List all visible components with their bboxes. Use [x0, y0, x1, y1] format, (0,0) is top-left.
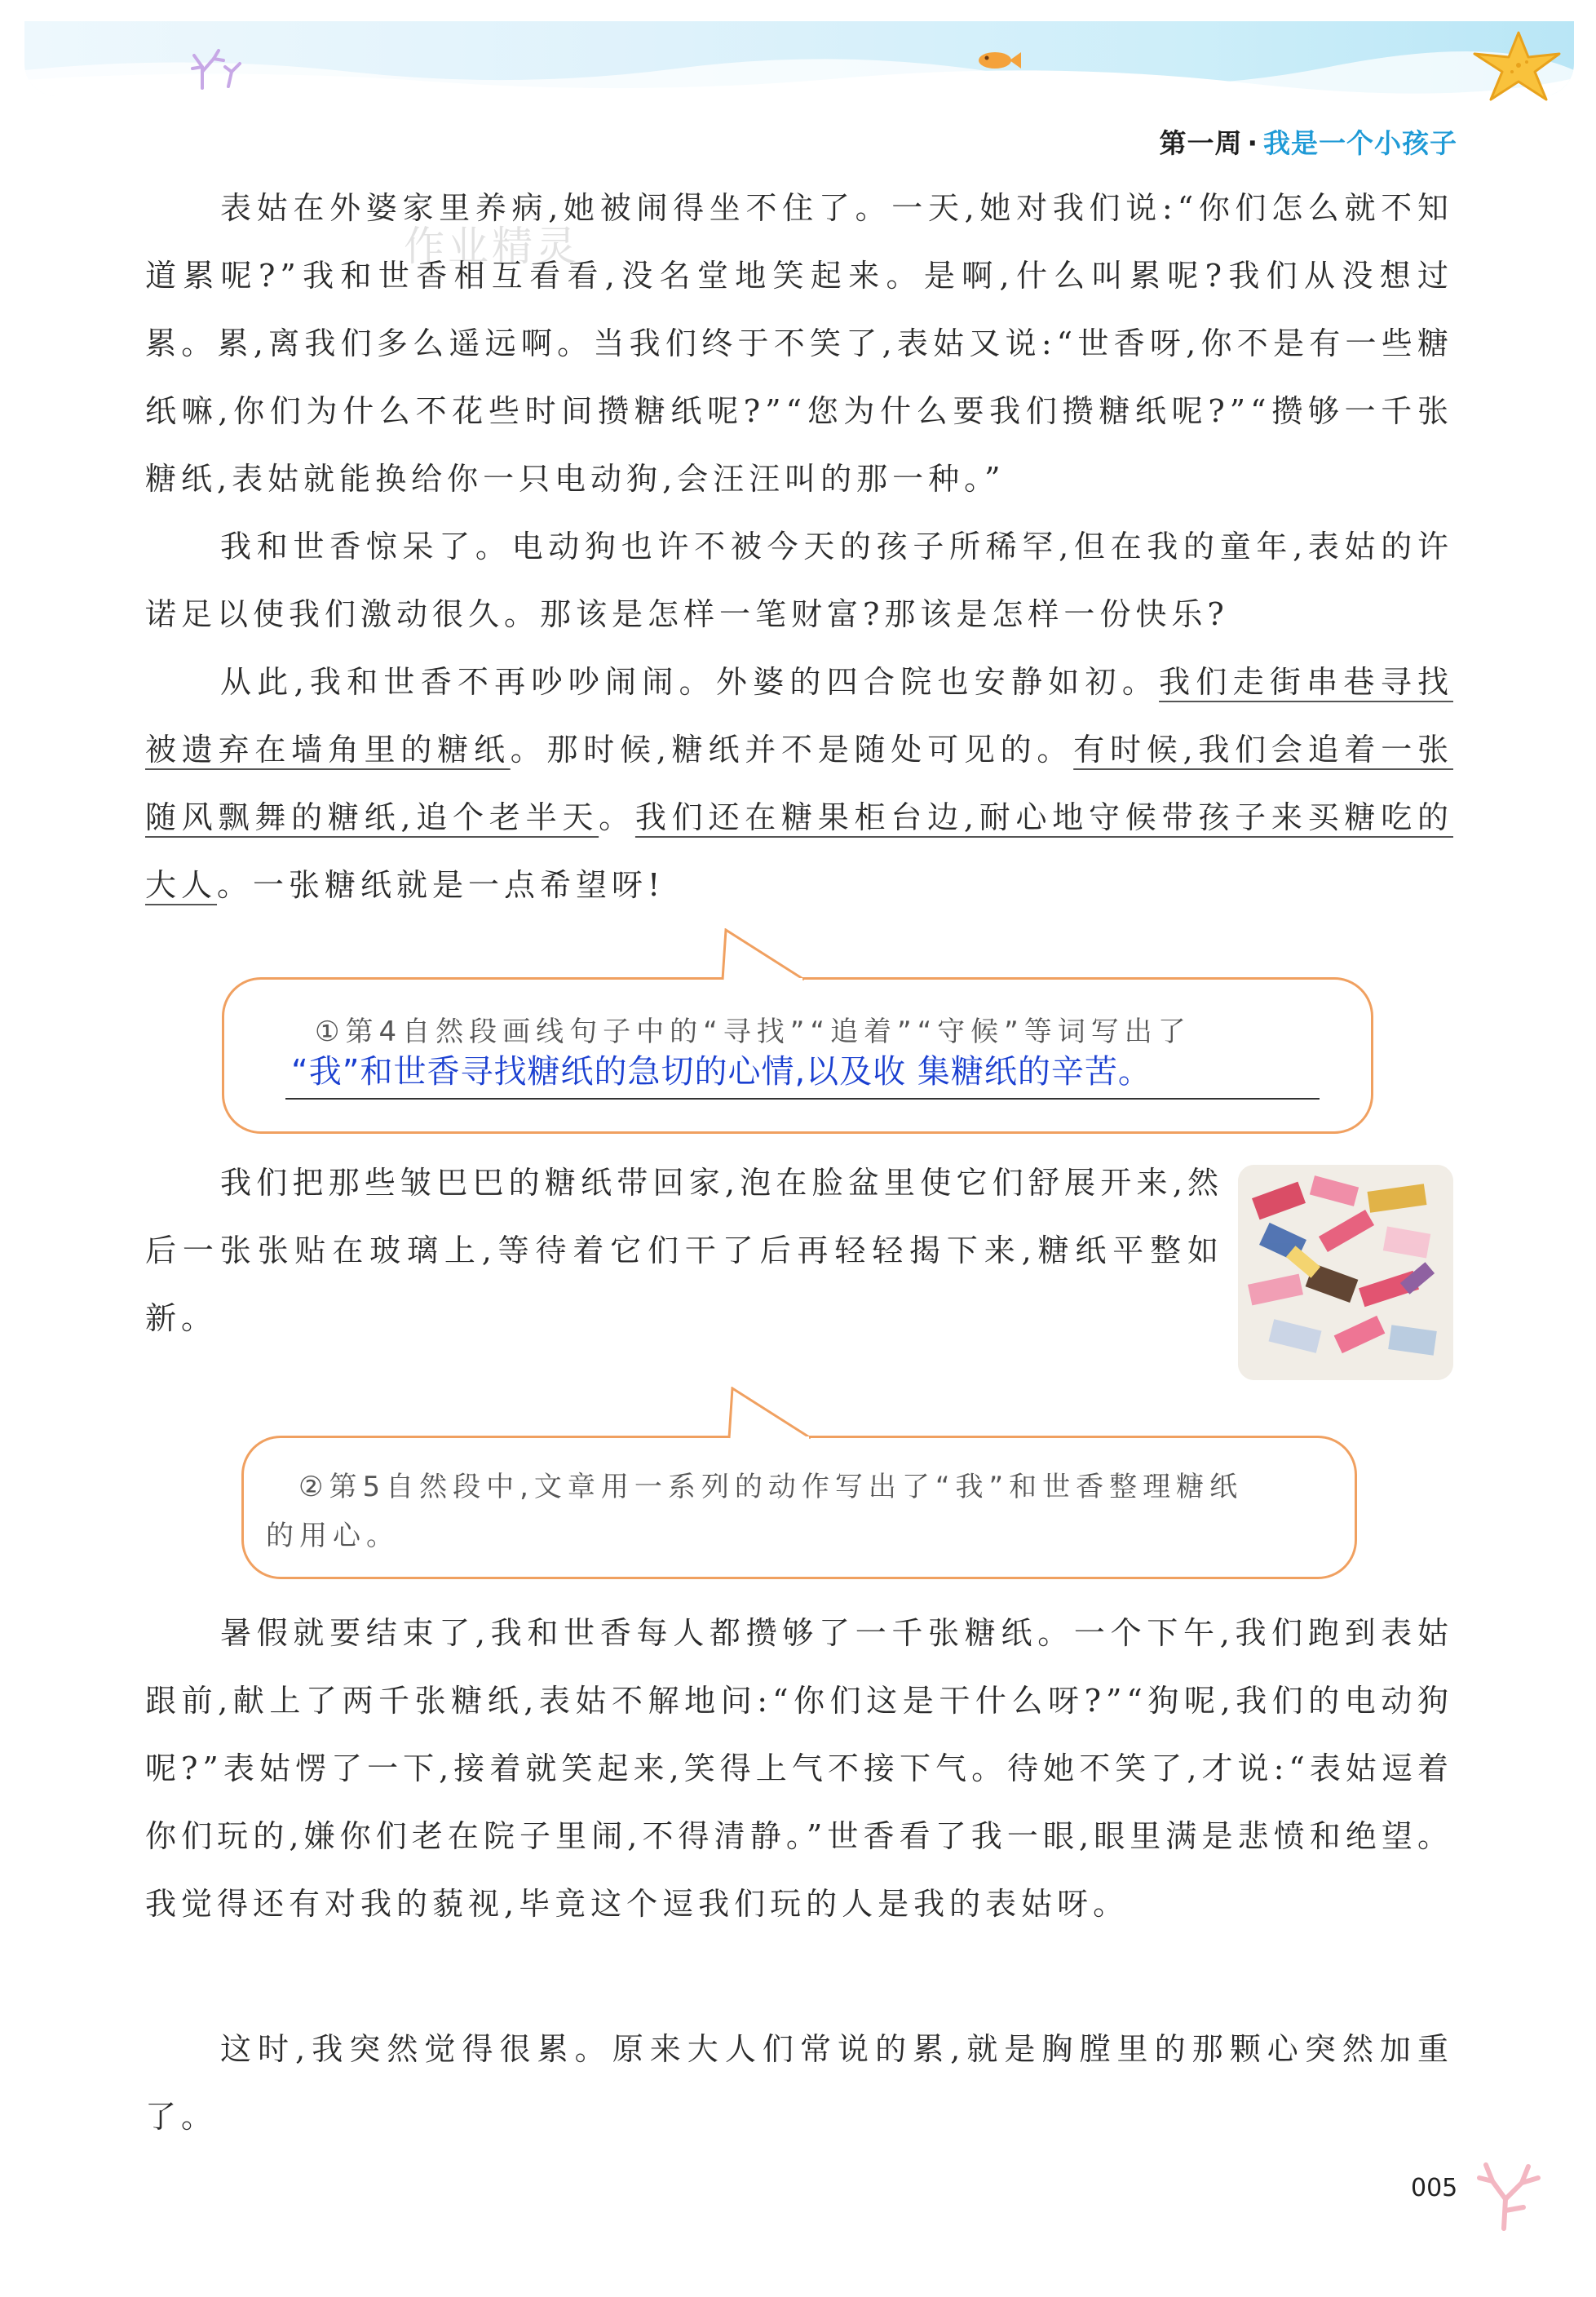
watermark: 作业精灵 [404, 223, 580, 270]
answer-underline [285, 1098, 1320, 1100]
page-number: 005 [1411, 2174, 1458, 2202]
underlined-sentence-3: 我们还在糖果柜台边,耐心地守候带孩子来买糖吃的大人 [145, 799, 1453, 903]
question-2-line-2: 的用心。 [266, 1520, 400, 1552]
bubble-tail [718, 928, 807, 982]
candy-wrappers-photo [1238, 1165, 1453, 1380]
bubble-tail [724, 1387, 814, 1441]
coral-icon [186, 47, 248, 90]
wave-decoration [24, 21, 1574, 96]
paragraph-3 [145, 648, 1453, 919]
header-banner [24, 21, 1574, 96]
paragraph-6: 这时,我突然觉得很累。原来大人们常说的累,就是胸膛里的那颗心突然加重了。 [145, 2031, 1453, 2135]
header-separator: · [1247, 127, 1258, 159]
coral-icon [1474, 2153, 1543, 2232]
paragraph-3-text: 。 [599, 799, 635, 835]
question-1-prompt: ①第4自然段画线句子中的“寻找”“追着”“守候”等词写出了 [315, 1016, 1191, 1048]
paragraph-5: 暑假就要结束了,我和世香每人都攒够了一千张糖纸。一个下午,我们跑到表姑跟前,献上了两千张糖纸,表姑不解地问:“你们这是干什么呀?”“狗呢,我们的电动狗呢?”表姑愣了一下,接着就笑起来,笑得上气不接下气。待她不笑了,才说:“表姑逗着你们玩的,嫌你们老在院子里闹,不得清静。”世香看了我一眼,眼里满是悲愤和绝望。我觉得还有对我的藐视,毕竟这个逗我们玩的人是我的表姑呀。 [145, 1615, 1453, 1922]
page-header [1159, 122, 1457, 161]
paragraph-3-text: 。一张糖纸就是一点希望呀! [217, 867, 665, 903]
fish-icon [975, 49, 1023, 72]
candy-wrappers-image [1238, 1165, 1453, 1380]
paragraph-3-text: 从此,我和世香不再吵吵闹闹。外婆的四合院也安静如初。 [220, 664, 1160, 700]
question-2-line-1: ②第5自然段中,文章用一系列的动作写出了“我”和世香整理糖纸 [298, 1471, 1244, 1503]
chapter-label: 第一周 [1159, 127, 1243, 159]
paragraph-1: 表姑在外婆家里养病,她被闹得坐不住了。一天,她对我们说:“你们怎么就不知道累呢?”我和世香相互看看,没名堂地笑起来。是啊,什么叫累呢?我们从没想过累。累,离我们多么遥远啊。当我们终于不笑了,表姑又说:“世香呀,你不是有一些糖纸嘛,你们为什么不花些时间攒糖纸呢?”“您为什么要我们攒糖纸呢?”“攒够一千张糖纸,表姑就能换给你一只电动狗,会汪汪叫的那一种。” [145, 190, 1453, 497]
underlined-sentence-1: 我们走街串巷寻找被遗弃在墙角里的糖纸 [145, 664, 1453, 768]
paragraph-4: 我们把那些皱巴巴的糖纸带回家,泡在脸盆里使它们舒展开来,然后一张张贴在玻璃上,等待着它们干了后再轻轻揭下来,糖纸平整如新。 [145, 1165, 1223, 1336]
starfish-icon [1468, 29, 1566, 104]
chapter-title: 我是一个小孩子 [1263, 127, 1457, 159]
paragraph-3-text: 。那时候,糖纸并不是随处可见的。 [510, 732, 1074, 768]
paragraph-2: 我和世香惊呆了。电动狗也许不被今天的孩子所稀罕,但在我的童年,表姑的许诺足以使我们激动很久。那该是怎样一笔财富?那该是怎样一份快乐? [145, 529, 1453, 632]
question-1-answer: “我”和世香寻找糖纸的急切的心情,以及收 集糖纸的辛苦。 [291, 1053, 1152, 1091]
underlined-sentence-2: 有时候,我们会追着一张随风飘舞的糖纸,追个老半天 [145, 732, 1453, 835]
